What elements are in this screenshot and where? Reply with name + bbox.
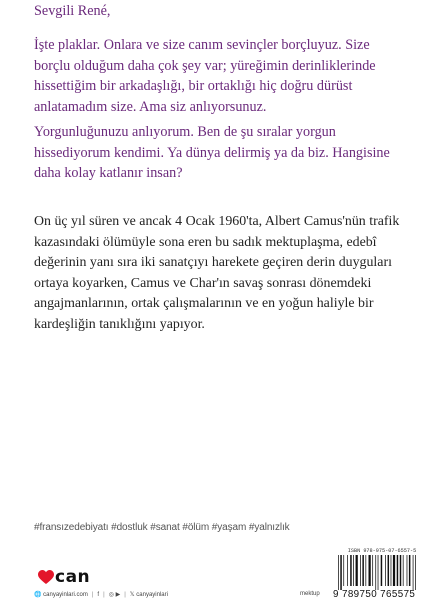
instagram-icon[interactable]: ◎ [108,592,114,598]
category-label: mektup [300,591,320,597]
barcode-bar [385,555,386,586]
hashtags: #fransızedebiyatı #dostluk #sanat #ölüm #yaşam #yalnızlık [34,522,290,533]
barcode-bar [413,555,414,590]
heart-icon [38,570,54,585]
barcode-bar [388,555,390,586]
isbn-label: ISBN 978-975-07-6557-5 [347,548,417,554]
barcode-bar [409,555,411,586]
divider: | [91,591,94,598]
barcode-bar [356,555,358,586]
barcode-bar [372,555,373,586]
letter-paragraph-1: İşte plaklar. Onlara ve size canım sevinçler borçluyuz. Size borçlu olduğum daha çok şey var; yüreğimin derinliklerinde hissettiğim bir arkadaşlığı, bir ortaklığı hiç doğru dürüst anlatamadım size. Ama siz anlıyorsunuz. [34,37,376,115]
barcode-bar [400,555,402,586]
barcode-digits: 9 789750 765575 [333,589,416,600]
barcode-bar [391,555,392,586]
barcode-bar [403,555,404,586]
publisher-footer [34,591,294,598]
letter-greeting: Sevgili René, [34,3,111,19]
divider: | [124,591,126,598]
barcode-bar [338,555,339,590]
barcode-bar [365,555,366,586]
publisher-website[interactable]: canyayinlari.com [43,591,88,598]
barcode-bar [381,555,383,586]
x-icon[interactable]: 𝕏 [129,592,135,598]
barcode-bar [415,555,416,590]
publisher-social-handle[interactable]: canyayinlari [136,591,168,598]
barcode-bar [369,555,371,586]
facebook-icon[interactable]: f [97,591,100,598]
barcode-bar [378,555,379,590]
barcode-bar [362,555,364,586]
youtube-icon[interactable]: ▶ [115,592,121,598]
barcode-bar [353,555,354,586]
barcode-bar [347,555,348,586]
barcode [337,555,423,590]
globe-icon: 🌐 [34,592,42,598]
barcode-bar [393,555,395,586]
publisher-logo [38,568,90,586]
publisher-logo-text: can [55,567,91,587]
barcode-bar [340,555,342,590]
barcode-bar [350,555,352,586]
barcode-bar [375,555,376,590]
book-description: On üç yıl süren ve ancak 4 Ocak 1960'ta, Albert Camus'nün trafik kazasındaki ölümüyle sona eren bu sadık mektuplaşma, edebî değerinin yanı sıra iki sanatçıyı harekete geçiren derin duyguları ortaya koyarken, Camus ve Char'ın savaş sonrası dönemdeki angajmanlarının, ortak çalışmalarının ve en yoğun haliyle bir kardeşliğin tanıklığını yapıyor. [34,214,400,332]
barcode-bar [360,555,361,586]
barcode-bar [397,555,399,586]
barcode-bar [407,555,408,586]
letter-paragraph-2: Yorgunluğunuzu anlıyorum. Ben de şu sıralar yorgun hissediyorum kendimi. Ya dünya delirmiş ya da biz. Hangisine daha kolay katlanır insan? [34,124,390,181]
divider: | [103,591,105,598]
barcode-bar [343,555,344,586]
